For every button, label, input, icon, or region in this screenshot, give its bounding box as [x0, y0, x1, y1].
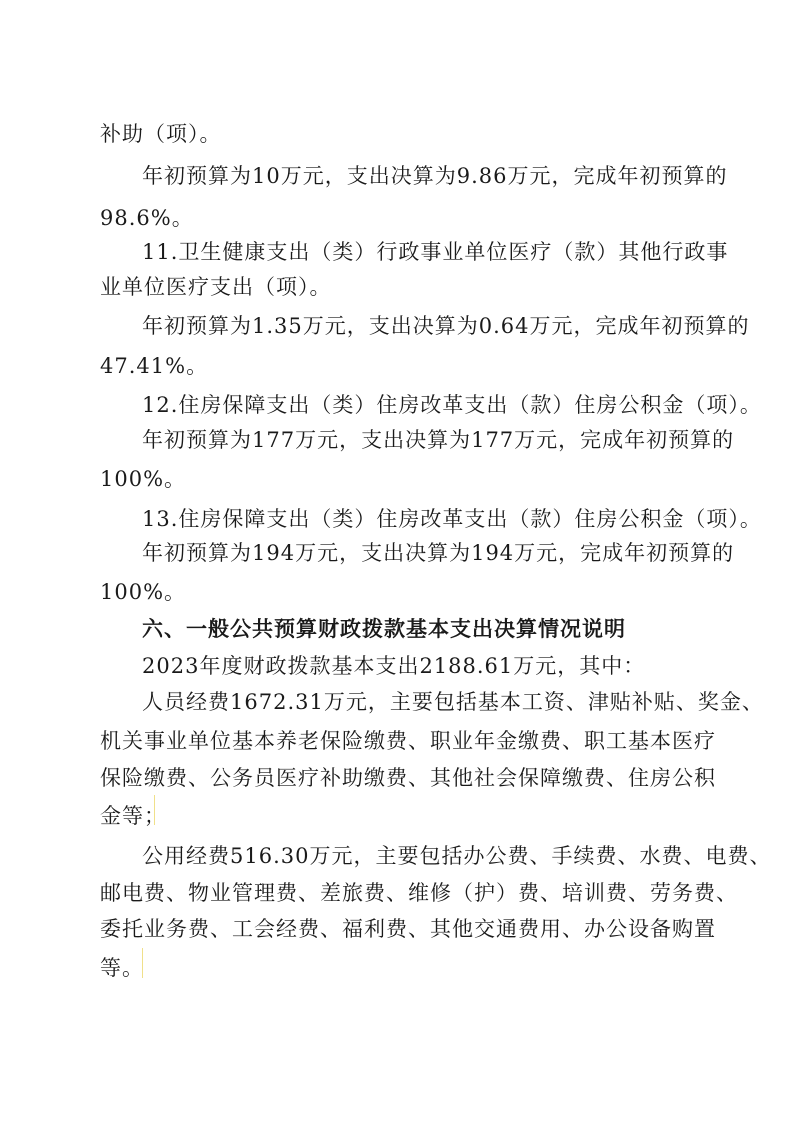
- text-line: 13.住房保障支出（类）住房改革支出（款）住房公积金（项）。: [142, 507, 762, 531]
- text-line: 年初预算为177万元，支出决算为177万元，完成年初预算的: [142, 428, 735, 452]
- text-line: 11.卫生健康支出（类）行政事业单位医疗（款）其他行政事: [142, 240, 729, 264]
- text-line: 人员经费1672.31万元，主要包括基本工资、津贴补贴、奖金、: [142, 690, 764, 714]
- text-line: 年初预算为1.35万元，支出决算为0.64万元，完成年初预算的: [142, 314, 750, 338]
- text-line: 47.41%。: [100, 354, 209, 378]
- text-line: 100%。: [100, 580, 187, 604]
- text-line: 12.住房保障支出（类）住房改革支出（款）住房公积金（项）。: [142, 393, 762, 417]
- text-line: 机关事业单位基本养老保险缴费、职业年金缴费、职工基本医疗: [100, 729, 716, 753]
- section-heading: 六、一般公共预算财政拨款基本支出决算情况说明: [142, 617, 626, 641]
- text-line: 年初预算为194万元，支出决算为194万元，完成年初预算的: [142, 541, 735, 565]
- text-line: 98.6%。: [100, 206, 194, 230]
- text-line: 金等；: [100, 804, 166, 828]
- text-cursor-marker: [154, 795, 155, 825]
- text-line: 业单位医疗支出（项）。: [100, 275, 332, 299]
- text-cursor-marker: [142, 948, 143, 978]
- text-line: 保险缴费、公务员医疗补助缴费、其他社会保障缴费、住房公积: [100, 766, 716, 790]
- text-line: 补助（项）。: [100, 122, 222, 146]
- text-line: 公用经费516.30万元，主要包括办公费、手续费、水费、电费、: [142, 844, 772, 868]
- text-line: 委托业务费、工会经费、福利费、其他交通费用、办公设备购置: [100, 917, 716, 941]
- text-line: 100%。: [100, 467, 187, 491]
- text-line: 年初预算为10万元，支出决算为9.86万元，完成年初预算的: [142, 164, 728, 188]
- text-line: 等。: [100, 956, 144, 980]
- text-line: 2023年度财政拨款基本支出2188.61万元，其中：: [142, 654, 646, 678]
- text-line: 邮电费、物业管理费、差旅费、维修（护）费、培训费、劳务费、: [100, 881, 738, 905]
